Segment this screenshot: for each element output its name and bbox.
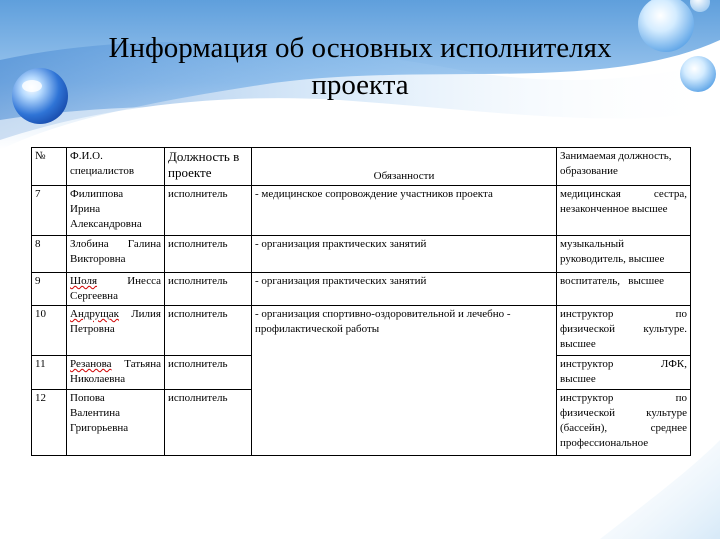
table-row (32, 306, 691, 356)
table-row (32, 186, 691, 236)
table-row (32, 236, 691, 273)
header-name: Ф.И.О. специалистов (67, 148, 165, 186)
header-position: Должность в проекте (165, 148, 252, 186)
cell-num: 7 (32, 186, 67, 236)
cell-name: Шоля Инесса Сергеевна (67, 273, 165, 306)
table-row (32, 273, 691, 306)
cell-name: Андрущак Лилия Петровна (67, 306, 165, 356)
header-duties: Обязанности (252, 148, 557, 186)
cell-position: исполнитель (165, 273, 252, 306)
staff-table (31, 147, 691, 456)
cell-position: исполнитель (165, 186, 252, 236)
cell-post: инструктор по физической культуре. высшее (557, 306, 691, 356)
cell-duties: - организация практических занятий (252, 273, 557, 306)
cell-post: воспитатель, высшее (557, 273, 691, 306)
header-post: Занимаемая должность, образование (557, 148, 691, 186)
cell-num: 11 (32, 356, 67, 390)
cell-post: медицинская сестра, незаконченное высшее (557, 186, 691, 236)
cell-post: музыкальный руководитель, высшее (557, 236, 691, 273)
cell-duties: - организация спортивно-оздоровительной и лечебно - профилактической работы (252, 306, 557, 456)
header-num: № (32, 148, 67, 186)
cell-num: 12 (32, 390, 67, 456)
slide-title (60, 30, 660, 104)
cell-post: инструктор по физической культуре (бассейн), среднее профессиональное (557, 390, 691, 456)
cell-position: исполнитель (165, 390, 252, 456)
cell-duties: - организация практических занятий (252, 236, 557, 273)
cell-position: исполнитель (165, 236, 252, 273)
cell-position: исполнитель (165, 356, 252, 390)
cell-num: 10 (32, 306, 67, 356)
table-header-row (32, 148, 691, 186)
cell-position: исполнитель (165, 306, 252, 356)
cell-name: Злобина Галина Викторовна (67, 236, 165, 273)
cell-num: 9 (32, 273, 67, 306)
cell-name: Попова Валентина Григорьевна (67, 390, 165, 456)
cell-duties: - медицинское сопровождение участников проекта (252, 186, 557, 236)
slide-title-line2: проекта (311, 69, 409, 101)
cell-num: 8 (32, 236, 67, 273)
cell-post: инструктор ЛФК, высшее (557, 356, 691, 390)
slide-title-line1: Информация об основных исполнителях (108, 32, 612, 64)
cell-name: Филиппова Ирина Александровна (67, 186, 165, 236)
cell-name: Резанова Татьяна Николаевна (67, 356, 165, 390)
